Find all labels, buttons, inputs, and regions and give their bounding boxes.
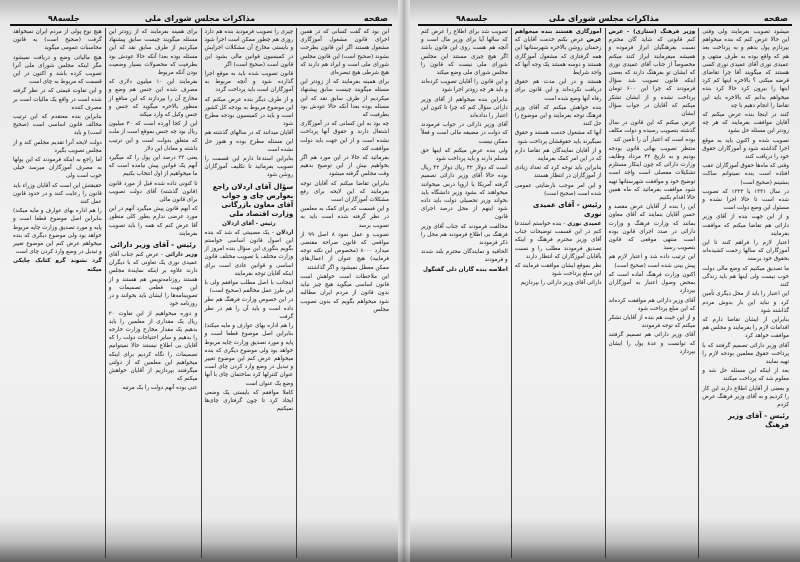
paragraph: یعنی ۲۳ درصد این پول را که میگیرد آنهم یک قوانین پیش نیامده است که ما میخواهیم از اول انتخاب بکنیم	[108, 155, 198, 178]
paragraph: کاملا موافقم که بایستی یک وضعی ایجاد کرد تا چون گرفتاری چای‌ها نمیکنیم	[204, 389, 294, 413]
paragraph: را هم اداره بهای عوارف و مایه میکند) بنابراین اصل موضوع قطعا است و پایه و مورد تصدیق وزارت چایه مربوط خواهد بود ولی موضوع دیگری که بنده میخواهم عرض کنم این موضوع تغییر و تبدیل در وضع وارد کردن چای است عنوان کنترلها کرد ساختمان چای با آنها وضع یک عنوان است	[204, 323, 294, 387]
paragraph: وقتی که ماه‌ها حقوق آموزگاران عقب افتاده است بنده نمیتوانم ساکت بنشینم (صحیح است)	[702, 163, 789, 186]
paragraph: الحاقیه و نمایندگان محترم بلند شدند و فرمودند	[421, 249, 508, 264]
speaker-line: رئیس - آقای اردلان	[222, 220, 276, 227]
section-heading: رئیس - آقای وزیر دارائی	[110, 241, 196, 250]
paragraph: این ترتیب داده شد و اعتبار لازم هم پیش بینی شده است (صحیح است)	[608, 254, 696, 269]
paragraph: بنابراین باید توجه کرد که تعداد زیادی از آموزگاران در انتظار هستند	[514, 165, 602, 180]
paragraph: اردلان - یک مصیبتی که شد که بنده این اصول قانون اساسی خواستم بگویم بنگوری این سؤال بنده امروز از وزارت مختلف یا تصویب مختلف قانون اساسی و قوانین عادی است برای اینکه آقایان توجه بفرمایند	[204, 229, 294, 277]
text-column	[296, 28, 392, 558]
paragraph: و این قسمت که برای کمک به معلمین در نظر گرفته شده است باید به تصویب برسد	[300, 206, 389, 229]
paragraph: اخلاصه بنده گاران دلی گفتگول	[422, 266, 508, 273]
paragraph: در این خصوص وزارت فرهنگ هم نظر داده است و باید آن را هم در نظر گرفت	[204, 297, 294, 320]
paragraph: تصویب شد برای اطلاع را عرض کنم که سالها آیا برای وزیر مال است و آنچه هم هست روی این قانون باشد اگر هیچ چیزی مستند این مجلس شورای ملی نیست که قانون را مجلس شورای ملی وضع میکند	[421, 29, 508, 77]
section-heading: رئیس - آقای عمیدی نوری	[533, 201, 602, 219]
paragraph: که آنهم قانون پیش میگیرد آنهم در این مورد عرضی ندارم بطور کلی منظور آقا عرض کنم که همه را باید تصویب بفرمایند	[108, 206, 198, 237]
paragraph: آقای وزیر دارائی تصمیم گرفتند که با پرداخت حقوق معلمین بودجه لازم را تهیه نمایند	[702, 342, 789, 365]
paragraph: ولی بنده عرض میکنم که اینها حق مسلم دارند و باید پرداخت شود	[421, 147, 508, 163]
paragraph: تا کنونی داده شده قبل از مورد قانون (قانون گذشته) آقای دولت تصویب برای قانون مالی	[108, 180, 198, 204]
paragraph: قانون تصویب شده باید به موقع اجرا گذارده شود و آنچه مربوط به آموزگاران است باید پرداخت گردد	[204, 71, 294, 94]
paragraph: بنده خواهش میکنم که آقای وزیر فرهنگ توجه بفرمایند و این موضوع را حل کنند	[514, 104, 602, 128]
speech-text: عرض بکنم خدمت آقایان که زحمتان روشن بالاخره شهرستانها این همه گرفتاری که مشغول آموزگاری هستند و دوسه هستند یک وجه آنها که واجد شرایط	[514, 37, 602, 77]
page-title: مذاکرات مجلس شورای ملی	[548, 14, 660, 23]
paragraph: عرض میکنم که این قانون در سال گذشته بتصویب رسیده و دولت مکلف بوده است که اعتبار آن را تأمین کند	[608, 120, 696, 143]
paragraph: این از کجا آورده است که ۴۰ میلیون ریال بود چه جنس بموقع است از ملت که متعلق بدولت است و این ترتیب داشته و معادل این دلار	[108, 121, 198, 152]
paragraph: مخالفت فرمودند که جناب آقای وزیر فرهنگ بی اطلاع فرمودند هم محل را ذکر فرمودند	[421, 223, 508, 247]
paragraph: و دوره میخواهیم از این تفاوت ۲۰ ریال یک مقداری از معلمین را باید بدهیم یک مقدار مخارج وزارت خارجه را بدهیم و سایر احتیاجات دولت را که آقایان بی اطلاع نیستند حالا نمیتوانیم تصمیمات را نگاه کردیم برای اینکه میخواهیم این معلمین که از دولتی میگرفتند بپردازیم از آقایان خواهش میکنم که	[108, 310, 198, 383]
session-label: جلسه۹۸	[456, 14, 488, 23]
paragraph: میشود تصویب بفرمایند ولی وقتی این حالا عرض کنم که بنده میخواهم بپردازم پول بدهم و به پرداخت بعد هم که واقع بوده به طرف منتهی و عمیدی نوری آقای عمیدی نوری کسی هستند که میگویند آقا چرا تقاضای قرضه میکنی ؟ بالاخره اینها کم کرد اینها را بیرون کرد حالا کرد بنده میخواهم بدانم که بالاخره باید این تقاضا را انجام دهیم با چه	[702, 29, 789, 109]
text-column	[418, 28, 511, 558]
paragraph: منتظر تصویب بهائی قانون بودجه بودیم و به تاریخ ۴۲ مرداد وظایف وزارت دارائی که چون اینکار مستلزم تشکیلات مفصلی است واجد است توضیح خود و موافقت شهرستانها تهیه شود موافقت بفرمائید که ماه همین حالا اقدام بکنیم	[608, 145, 696, 202]
header-rule	[418, 24, 792, 26]
text-column	[605, 28, 699, 558]
text-column	[201, 28, 297, 558]
text-column	[698, 28, 792, 558]
text-column	[511, 28, 605, 558]
paragraph: و از طرف دیگر بنده عرض میکنم که این موضوع مربوط به بودجه کل کشور است و باید در کمیسیون بودجه مطرح شود	[204, 96, 294, 128]
paragraph	[609, 28, 696, 118]
paragraph: هیچ مالیاتی وضع و دریافت نمیشود مگر اینکه مجلس شورای ملی آنرا تصویب کرده باشد و اکنون در این قسمت که مربوط به چای است	[13, 54, 102, 86]
paragraph: وزیر دارائی - عرض کنم جناب آقای عمیدی نوری یک تعاونی که با دیگران دارند علاوه بر اینکه نمایندهٔ مجلس هستند روزنامه‌نویس هم هستند و از این جهت قطعی تصمیمات و تصویبنامه‌ها را ایشان باید بخوانند و در روزنامه خود	[108, 252, 198, 308]
paragraph: دارائی آقای وزیر دارائی را بپردازیم	[520, 280, 602, 287]
paragraph: و بعضی از آقایان اطلاع دارند این کار را کردیم و به آقای وزیر فرهنگ عرض کردم	[702, 385, 789, 408]
paragraph: تصویب شده و اکنون باید به موقع اجرا گذاشته شود و آموزگاران حقوق خود را دریافت کنند	[702, 137, 789, 161]
paragraph: آقای وزیر دارائی هم موافقت کرده‌اند که این مبلغ پرداخت شود	[608, 297, 696, 312]
paragraph: این اعتبار را باید از محل دیگری تأمین کرد و نباید این بار بدوش مردم گذاشته شود	[702, 291, 789, 314]
paragraph	[515, 28, 602, 77]
paragraph: و از این جهت بنده از آقای وزیر دارائی هم تقاضا میکنم که موافقت بفرمایند	[702, 214, 789, 237]
page-title: مذاکرات مجلس شورای ملی	[144, 14, 256, 23]
paragraph: اکنون وزارت فرهنگ آماده است که بمحض وصول اعتبار به آموزگاران بپردازد	[608, 271, 696, 295]
paragraph: بنابراین استدعا دارم این قسمت را تصویب بفرمائید تا تکلیف آموزگاران روشن شود	[204, 156, 294, 179]
left-columns	[10, 28, 392, 558]
speaker-name: عمیدی نوری	[567, 221, 602, 228]
paragraph: عنی بوده آنهم دولت را یک مرتبه	[122, 385, 198, 392]
paragraph: عمیدی نوری - بنده خواستم استدعا کنم در این قسمت توضیحات جناب آقای وزیر محترم فرهنگ و اینکه تصدیق فرمودند مطلب را و نسبت بآقایان آموزگاران که انتظار دارند	[514, 221, 602, 260]
header-rule	[10, 24, 392, 26]
paragraph: بنابراین بنده معتقدم که این ترتیب مخالف قانون اساسی است (صحیح است) و باید	[13, 114, 102, 137]
paragraph: و این تفاوت قیمتی که در نظر گرفته شده است در واقع یک مالیات است بر مصرف کننده	[13, 88, 102, 111]
paragraph: دولت لایحه آنرا تقدیم مجلس کند و از مجلس تصویب بگیرد	[13, 139, 102, 154]
paragraph: و این قانون را آقایان تصویب کرده‌اند و باید هر چه زودتر اجرا شود	[421, 79, 508, 94]
paragraph: و این امر موجب نارضایتی عمومی شده است (صحیح است)	[514, 182, 602, 197]
paragraph: اینجانب با اصل مطلب موافقم ولی با این طرز عمل مخالفم (صحیح است)	[204, 280, 294, 295]
speaker-name: وزیر فرهنگ (ستاری) - عرض	[608, 29, 696, 35]
paragraph: بفرمائید که حالا در این مورد هم اگر بخواهیم بیش از این توضیح بدهیم وقت مجلس گرفته میشود	[300, 155, 389, 178]
paragraph: را هم اداره بهای عوارف و مایه میکند) بنابراین اصل موضوع قطعا است و پایه و مورد تصدیق وزارت چایه مربوط خواهد بود ولی موضوع دیگری که بنده میخواهم عرض کنم این موضوع تغییر و تبدیل در وضع وارد کردن چای است	[13, 208, 102, 256]
right-page	[408, 0, 800, 562]
paragraph: این ملاحظات است خواهش است قانون اساسی میگوید هیچ چیز نباید بدون قانون از مردم ایران مطالبه شود میخواهم بگویم که بدون تصویب مجلس	[300, 273, 389, 313]
paragraph: اعتبار لازم را فراهم کنند تا این آموزگاران که سالها زحمت کشیده‌اند بحقوق خود برسند	[702, 240, 789, 263]
speaker-name: اردلان	[276, 229, 294, 236]
paragraph: چیزی را تصویب فرمودید بنده هم دارد روزی هم چطور ممکن است اجرا شود و بایستی مخارج آن مشکلات اجرایش در کمیسیون قوانین مالی بشود این قانون است (صحیح است) اگر	[204, 29, 294, 68]
text-column	[10, 28, 105, 558]
paragraph: برای همینه بفرمایند که از زودتر این مسئله میگویند چیست سابق پیشنهاد میکردیم از طرف سابق نقد که این مسئله بوده بعدا آنکه حالا عودش بود بطرفیت که	[300, 79, 389, 119]
paragraph: بفرمایند این ۱۰ میلیون دلاری که مصرف شده این جنس هم وضع و مخارج آن را بپردازند که این منافع از منظور بالاخره میگوید که جنس و جنس وکیل که وارد میکند	[108, 79, 198, 119]
paragraph: و از این حیث هم بنده از آقایان تشکر میکنم که توجه فرمودند	[608, 314, 696, 330]
session-label: جلسه۹۸	[48, 14, 80, 23]
paragraph: تصویب و عمل نمود ۸ اصل ۹۹ از مواقعی که قانون صراحة مقتضی میدارد ۸۰۰۰ (مخصوص این نکته توجه فرمایید) هیچ عنوان از اعمال‌های ممکن معطل نمیشود و اگر گذاشتند	[300, 231, 389, 271]
paragraph: بعد از اینکه این مسئله حل شد و معلوم شد که پرداخت میکنند	[702, 368, 789, 383]
paragraph: ما تصدیق میکنیم که وضع مالی دولت خوب نیست ولی اینها هم باید زندگی کنند	[702, 265, 789, 289]
paragraph: حقیقتش این است که آقایان وزراء باید قانون را رعایت کنند و در حدود قانون عمل کنند	[13, 182, 102, 206]
paragraph: بنابراین بنده میخواهم از آقای وزیر دارائی سؤال کنم که چرا تا کنون این اعتبار را نداده‌اند	[421, 96, 508, 120]
speech-text: یک مصیبتی که شد که بنده این اصول قانون اساسی خواستم بگویم بنگوری این سؤال بنده امروز از وزارت مختلف یا تصویب مختلف قانون اساسی و قوانین عادی است برای اینکه آقایان توجه بفرمایند	[204, 229, 294, 277]
speech-text: کنم قانونی که شاید گان محترم نسبت بفرهنگیان ابراز فرموده و همیشه میفرمایند ابراز کنند میکنم مخصوصاً از جناب آقای عمیدی نوری که ایشان تو بفرهنگ دارند که بعضی اینکه قانون تصویب شد سؤال فرمودند که چرا این ۶۰۰ تومان پرداخت نشده و از ایشان تشکر میکنم که آقایان در جواب سؤال ایشان	[608, 37, 696, 118]
page-number-label: صفحه	[763, 14, 788, 23]
paragraph: بنابراین تقاضا میکنم که آقایان توجه بفرمایند که این لایحه برای رفع مشکلات آموزگاران است	[300, 180, 389, 204]
speech-text: بنده خواستم استدعا کنم در این قسمت توضیحات جناب آقای وزیر محترم فرهنگ و اینکه تصدیق فرمودند مطلب را و نسبت بآقایان آموزگاران که انتظار دارند	[514, 221, 602, 260]
paragraph: آقایان میدانند که در سالهای گذشته هم این مسئله مطرح بوده و هنوز حل نشده است	[204, 130, 294, 153]
right-columns	[418, 28, 792, 558]
section-heading: سؤال آقای اردلان راجع بعوارض چای و جواب آقای معاون بازرگانی وزارت اقتصاد ملی	[212, 182, 294, 218]
paragraph: بنابراین از ایشان تقاضا دارم که اقدامات لازم را بفرمایند و مجلس هم موافقت خواهد کرد	[702, 316, 789, 340]
paragraph: برای همینه بفرمایند که از زودتر این مسئله میگویند چیست سابق پیشنهاد میکردیم از طرف سابق نقد که این مسئله بوده بعدا آنکه حالا عودش بود بطرفیت که محصولات بسیار وضعیت بودن آنکه مربوط	[108, 29, 198, 77]
text-column	[105, 28, 201, 558]
paragraph: است که دولار ۴۲ ریال دولار ۴۲ ریال بوده حالا آقای وزیر دارائی تصمیم گرفته آمریکا یا اروپا درس میخوانند میخواهند که بشود وزیر دانشگاه باید بخواند وزیر تحصیلی دولت باید داده شود اینهم از محل درصد اجرای قانون	[421, 165, 508, 221]
paragraph: هستند و در این مدت هم حقوق دریافت نکرده‌اند و این قانون برای رفاه آنها وضع شده است	[514, 79, 602, 102]
section-heading: رئیس - آقای وزیر فرهنگ	[727, 412, 789, 430]
paragraph: چه بود به این کسانی که در آموزگاری اشتغال دارند و حقوق آنها پرداخت نشده است و از این جهت باید دولت موافقت کند	[300, 121, 389, 152]
paragraph: در سال ۱۳۳۱ یا ۱۳۳۲ که تصویب شده است تا حالا اجرا نشده و مسئول این وضع دولت است	[702, 188, 789, 212]
paragraph: اما راجع به اینکه فرمودند که این پولها به مصرف آموزگاران میرسد خیلی خوب است ولی	[13, 157, 102, 180]
paragraph: کنند در اینجا بنده عرض میکنم که آقایان موافقت بفرمایند که هر چه زودتر این مسئله حل بشود	[702, 112, 789, 135]
speaker-name: وزیر دارائی	[165, 252, 198, 259]
paragraph: نظر بموقع ایشان موافقت فرمایند که این مبلغ پرداخت شود	[514, 263, 602, 278]
paragraph: این بود که گفت کسانی که در همین اجرای قانون مشغول آموزگاری مشغول هستند اگر این قانون بطرحت بشوند (صحیح است) این قانون مجلس شورای ملی است و ایراد هم دارند که هیچ شرطی هیچ تبصره‌ای	[300, 29, 389, 77]
page-number-label: صفحه	[363, 14, 388, 23]
paragraph: این را بنده از آقایان عرض مقصد و حسن آقایان بنمایند که آقای معاون بمانند که وزارت فرهنگ و وزارت دارائی در صدد اجرای قانون بوده است منتهی موقعی که قانون بتصویب رسید	[608, 204, 696, 252]
paragraph: هیچ نوع پولی از مردم ایران نمیخواهد گرفت (صحیح است) به قانون محاسبات عمومی میگوید	[13, 29, 102, 52]
paragraph: آقای وزیر دارائی هم تصمیم گرفتند که توانست و عدهٔ پول را ایشان بپردازد	[608, 332, 696, 355]
speech-text: عرض کنم جناب آقای عمیدی نوری یک تعاونی که با دیگران دارند علاوه بر اینکه نمایندهٔ مجلس هستند روزنامه‌نویس هم هستند و از این جهت قطعی تصمیمات و تصویبنامه‌ها را ایشان باید بخوانند و در روزنامه خود	[108, 252, 198, 308]
paragraph: آقای وزیر دارائی در جواب فرمودند که دولت در مضیقه مالی است و فعلاً ممکن نیست	[421, 122, 508, 145]
paragraph: آنها که مشغول خدمت هستند و حقوق نمیگیرند باید حقوقشان پرداخت شود	[514, 130, 602, 145]
paragraph: و از آقایان نمایندگان هم تقاضا دارم که در این امر کمک بفرمایند	[514, 147, 602, 163]
paragraph: گرد نشوند گرو کتابک چایکی میکنه	[13, 258, 102, 273]
speaker-name: آموزگاری هستند بنده میخواهم عرض	[514, 29, 602, 44]
